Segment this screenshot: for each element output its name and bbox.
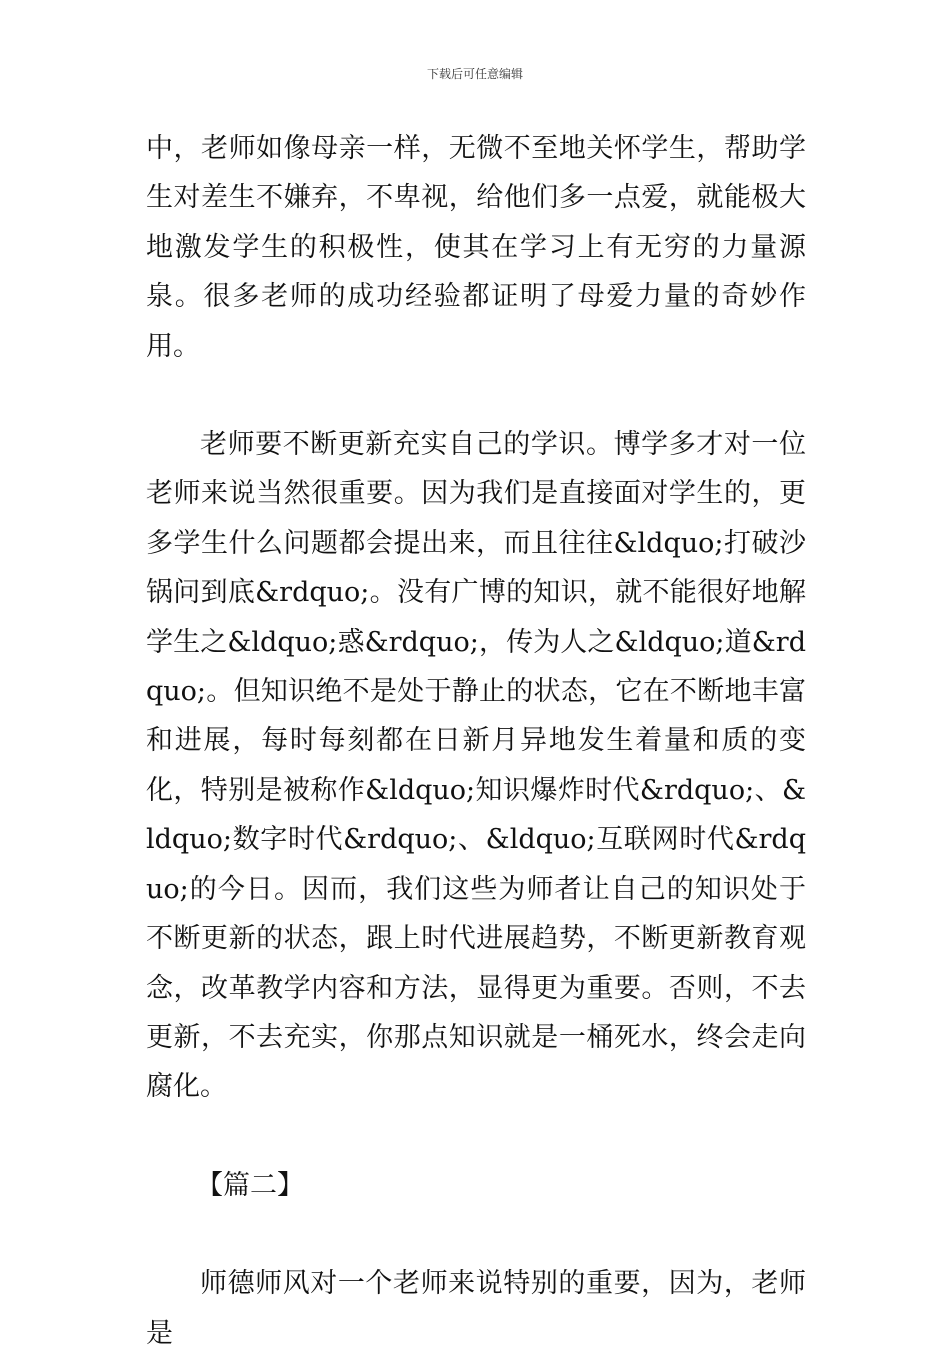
paragraph-gap [146, 371, 806, 420]
paragraph-3: 师德师风对一个老师来说特别的重要，因为，老师是 [146, 1268, 806, 1349]
paragraph-gap [146, 1210, 806, 1259]
section-heading: 【篇二】 [196, 1169, 304, 1201]
paragraph-1: 中，老师如像母亲一样，无微不至地关怀学生，帮助学生对差生不嫌弃，不卑视，给他们多一点爱，就能极大地激发学生的积极性，使其在学习上有无穷的力量源泉。很多老师的成功经验都证明了母爱力量的奇妙作用。 [146, 133, 806, 362]
paragraph-2: 老师要不断更新充实自己的学识。博学多才对一位老师来说当然很重要。因为我们是直接面对学生的，更多学生什么问题都会提出来，而且往往&ldquo;打破沙锅问到底&rdquo;。没有广博的知识，就不能很好地解学生之&ldquo;惑&rdquo;，传为人之&ldquo;道&rdquo;。但知识绝不是处于静止的状态，它在不断地丰富和进展，每时每刻都在日新月异地发生着量和质的变化，特别是被称作&ldquo;知识爆炸时代&rdquo;、&ldquo;数字时代&rdquo;、&ldquo;互联网时代&rdquo;的今日。因而，我们这些为师者让自己的知识处于不断更新的状态，跟上时代进展趋势，不断更新教育观念，改革教学内容和方法，显得更为重要。否则，不去更新，不去充实，你那点知识就是一桶死水，终会走向腐化。 [146, 429, 806, 1103]
header-note: 下载后可任意编辑 [426, 67, 523, 81]
document-body [146, 124, 806, 1358]
paragraph-gap [146, 1112, 806, 1161]
